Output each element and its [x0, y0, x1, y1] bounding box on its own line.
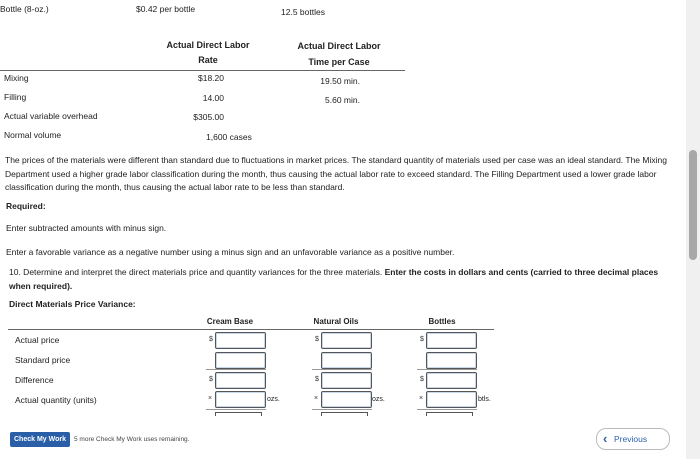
volume-label: Normal volume — [4, 130, 62, 140]
dollar-sign: $ — [420, 336, 424, 343]
cream-difference-input[interactable] — [215, 372, 266, 389]
cream-actual-price-input[interactable] — [215, 332, 266, 349]
labor-row-mixing-label: Mixing — [4, 73, 29, 83]
oils-next-input-partial[interactable] — [321, 412, 368, 416]
check-uses-remaining: 5 more Check My Work uses remaining. — [74, 436, 190, 443]
unit-btls: btls. — [478, 396, 491, 403]
col-header-natural-oils: Natural Oils — [313, 317, 359, 326]
col-header-bottles: Bottles — [428, 317, 456, 326]
cream-standard-price-input[interactable] — [215, 352, 266, 369]
times-sign: × — [419, 395, 424, 402]
problem-paragraph: The prices of the materials were different than standard due to fluctuations in market prices. The standard quantity of materials used per case was an ideal standard. The Mixing Department used a higher grade labor classification during the month, thus causing the actual labor rate to exceed standard. The Filling Department used a lower grade labor classification during the month, thus causing the actual labor rate to be less than standard. — [5, 155, 667, 192]
labor-rate-header-line1: Actual Direct Labor — [166, 40, 250, 50]
row-label-actual-price: Actual price — [15, 335, 60, 345]
labor-row-filling-label: Filling — [4, 92, 27, 102]
overhead-label: Actual variable overhead — [4, 111, 98, 121]
labor-row-mixing-rate: $18.20 — [198, 73, 224, 83]
question-10 — [9, 266, 659, 293]
check-my-work-button[interactable]: Check My Work — [10, 432, 70, 447]
row-label-actual-quantity: Actual quantity (units) — [15, 395, 97, 405]
oils-total-line — [312, 409, 372, 410]
question-prefix: 10. Determine and interpret the direct materials price and quantity variances for the three materials. — [9, 267, 385, 277]
oils-difference-input[interactable] — [321, 372, 372, 389]
bottles-subtotal-line — [417, 369, 477, 370]
oils-actual-price-input[interactable] — [321, 332, 372, 349]
question-bold-instruction: Enter the costs in dollars and cents (carried to three decimal places when required). — [9, 267, 659, 291]
times-sign: × — [208, 395, 213, 402]
oils-standard-price-input[interactable] — [321, 352, 372, 369]
previous-button[interactable] — [596, 428, 670, 450]
volume-value: 1,600 cases — [206, 132, 252, 142]
bottles-actual-price-input[interactable] — [426, 332, 477, 349]
cream-next-input-partial[interactable] — [215, 412, 262, 416]
bottles-difference-input[interactable] — [426, 372, 477, 389]
bottles-standard-price-input[interactable] — [426, 352, 477, 369]
labor-row-mixing-time: 19.50 min. — [320, 76, 360, 86]
variance-header-divider — [8, 329, 494, 330]
row-label-difference: Difference — [15, 375, 54, 385]
scrollbar-thumb[interactable] — [689, 150, 697, 260]
labor-rate-header-line2: Rate — [198, 55, 218, 65]
labor-row-filling-rate: 14.00 — [202, 93, 224, 103]
item-bottle-price: $0.42 per bottle — [136, 4, 196, 14]
required-label: Required: — [6, 201, 46, 211]
col-header-cream-base: Cream Base — [206, 317, 254, 326]
previous-label: Previous — [614, 434, 648, 444]
item-bottle-label: Bottle (8-oz.) — [0, 4, 49, 14]
bottles-quantity-input[interactable] — [426, 391, 477, 408]
cream-subtotal-line — [206, 369, 266, 370]
instruction-variance-sign: Enter a favorable variance as a negative number using a minus sign and an unfavorable variance as a positive number. — [6, 247, 455, 257]
dollar-sign: $ — [209, 336, 213, 343]
chevron-left-icon: ‹ — [603, 431, 608, 446]
item-bottle-qty: 12.5 bottles — [281, 7, 325, 17]
dollar-sign: $ — [209, 376, 213, 383]
oils-quantity-input[interactable] — [321, 391, 372, 408]
cream-total-line — [206, 409, 266, 410]
instruction-subtract: Enter subtracted amounts with minus sign. — [6, 223, 167, 233]
bottles-next-input-partial[interactable] — [426, 412, 473, 416]
labor-time-header-line2: Time per Case — [308, 57, 370, 67]
oils-subtotal-line — [312, 369, 372, 370]
bottles-total-line — [417, 409, 477, 410]
times-sign: × — [314, 395, 319, 402]
unit-ozs: ozs. — [372, 396, 385, 403]
unit-ozs: ozs. — [267, 396, 280, 403]
labor-time-header-line1: Actual Direct Labor — [297, 41, 381, 51]
vertical-scrollbar[interactable] — [686, 0, 700, 459]
labor-header-divider — [0, 70, 405, 71]
overhead-value: $305.00 — [193, 112, 224, 122]
dollar-sign: $ — [420, 376, 424, 383]
row-label-standard-price: Standard price — [15, 355, 71, 365]
dollar-sign: $ — [315, 336, 319, 343]
labor-row-filling-time: 5.60 min. — [325, 95, 360, 105]
variance-section-title: Direct Materials Price Variance: — [9, 299, 136, 309]
dollar-sign: $ — [315, 376, 319, 383]
cream-quantity-input[interactable] — [215, 391, 266, 408]
